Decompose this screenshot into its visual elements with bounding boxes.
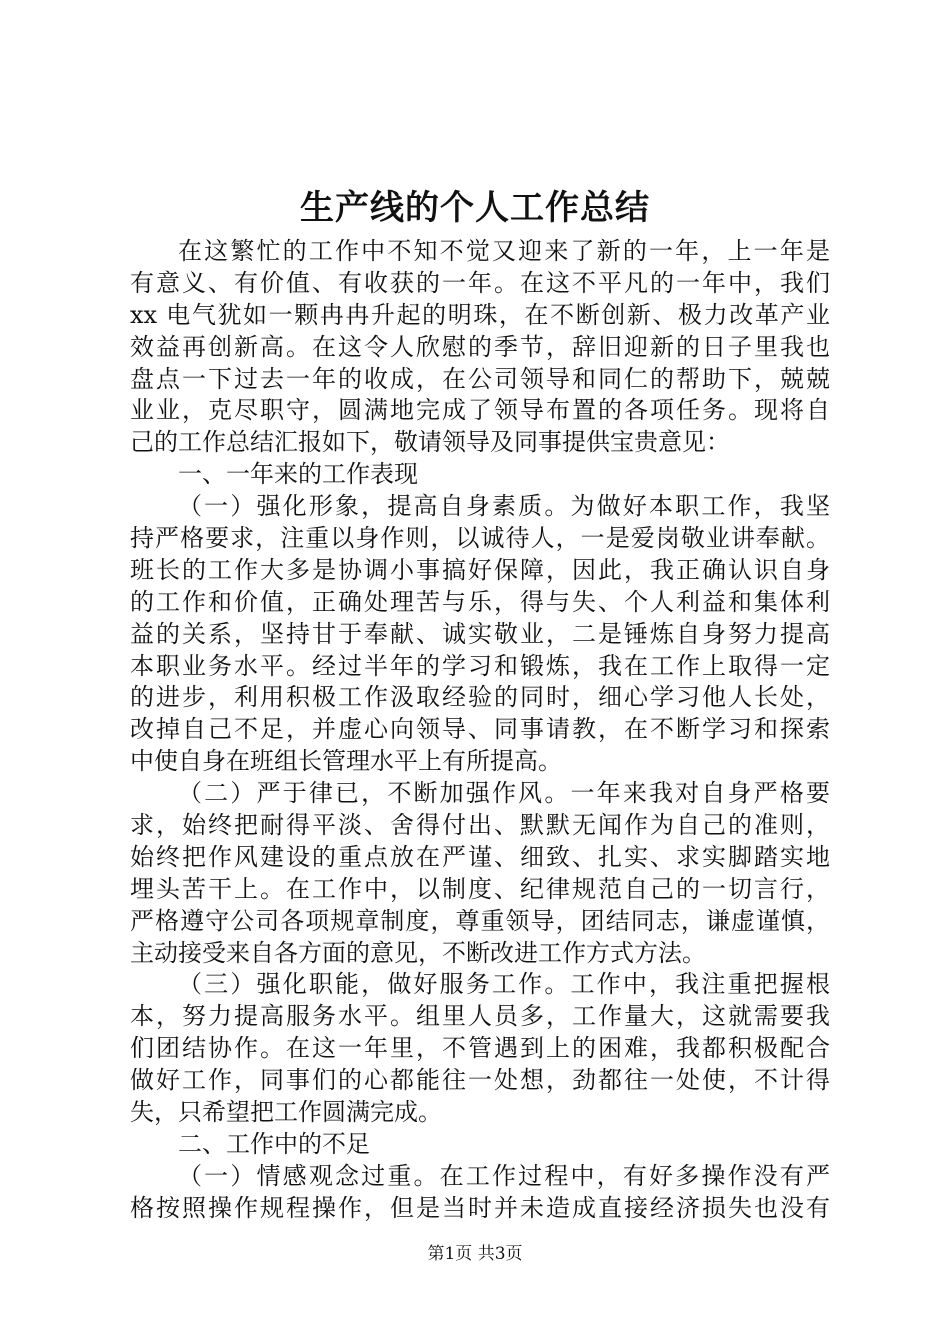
text-line: 求，始终把耐得平淡、舍得付出、默默无闻作为自己的准则，: [130, 811, 830, 840]
text-line: 做好工作，同事们的心都能往一处想，劲都往一处使，不计得: [130, 1066, 830, 1095]
text-line: 埋头苦干上。在工作中，以制度、纪律规范自己的一切言行，: [130, 874, 830, 903]
section-heading: 一、一年来的工作表现: [178, 460, 418, 489]
text-line: 盘点一下过去一年的收成，在公司领导和同仁的帮助下，兢兢: [130, 364, 830, 393]
text-line: 班长的工作大多是协调小事搞好保障，因此，我正确认识自身: [130, 555, 830, 584]
text-line: 始终把作风建设的重点放在严谨、细致、扎实、求实脚踏实地: [130, 842, 830, 871]
text-line: 本，努力提高服务水平。组里人员多，工作量大，这就需要我: [130, 1002, 830, 1031]
text-line: 的进步，利用积极工作汲取经验的同时，细心学习他人长处，: [130, 683, 830, 712]
section-heading: 二、工作中的不足: [178, 1129, 370, 1158]
text-line: （三）强化职能，做好服务工作。工作中，我注重把握根: [178, 970, 830, 999]
text-line: 改掉自己不足，并虚心向领导、同事请教，在不断学习和探索: [130, 715, 830, 744]
text-line: 本职业务水平。经过半年的学习和锻炼，我在工作上取得一定: [130, 651, 830, 680]
text-line: 益的关系，坚持甘于奉献、诚实敬业，二是锤炼自身努力提高: [130, 619, 830, 648]
text-line: xx 电气犹如一颗冉冉升起的明珠，在不断创新、极力改革产业: [130, 300, 830, 329]
document-body: [130, 236, 830, 1225]
text-line: 在这繁忙的工作中不知不觉又迎来了新的一年，上一年是: [178, 237, 830, 265]
text-line: 格按照操作规程操作，但是当时并未造成直接经济损失也没有: [130, 1193, 830, 1222]
text-line: 效益再创新高。在这令人欣慰的季节，辞旧迎新的日子里我也: [130, 332, 830, 361]
text-line: 业业，克尽职守，圆满地完成了领导布置的各项任务。现将自: [130, 396, 830, 425]
text-line: 主动接受来自各方面的意见，不断改进工作方式方法。: [130, 938, 706, 967]
text-line: 持严格要求，注重以身作则，以诚待人，一是爱岗敬业讲奉献。: [130, 524, 830, 553]
text-line: 严格遵守公司各项规章制度，尊重领导，团结同志，谦虚谨慎，: [130, 906, 830, 935]
document-title: 生产线的个人工作总结: [300, 188, 650, 228]
text-line: 有意义、有价值、有收获的一年。在这不平凡的一年中，我们: [130, 268, 830, 297]
text-line: （二）严于律已，不断加强作风。一年来我对自身严格要: [178, 779, 830, 808]
text-line: 己的工作总结汇报如下，敬请领导及同事提供宝贵意见：: [130, 428, 730, 457]
text-line: 的工作和价值，正确处理苦与乐，得与失、个人利益和集体利: [130, 587, 830, 616]
text-line: 失，只希望把工作圆满完成。: [130, 1098, 442, 1127]
text-line: 们团结协作。在这一年里，不管遇到上的困难，我都积极配合: [130, 1034, 830, 1063]
text-line: 中使自身在班组长管理水平上有所提高。: [130, 747, 562, 776]
page-number: 第1页 共3页: [427, 1244, 523, 1264]
text-line: （一）强化形象，提高自身素质。为做好本职工作，我坚: [178, 492, 830, 521]
text-line: （一）情感观念过重。在工作过程中，有好多操作没有严: [178, 1161, 830, 1190]
